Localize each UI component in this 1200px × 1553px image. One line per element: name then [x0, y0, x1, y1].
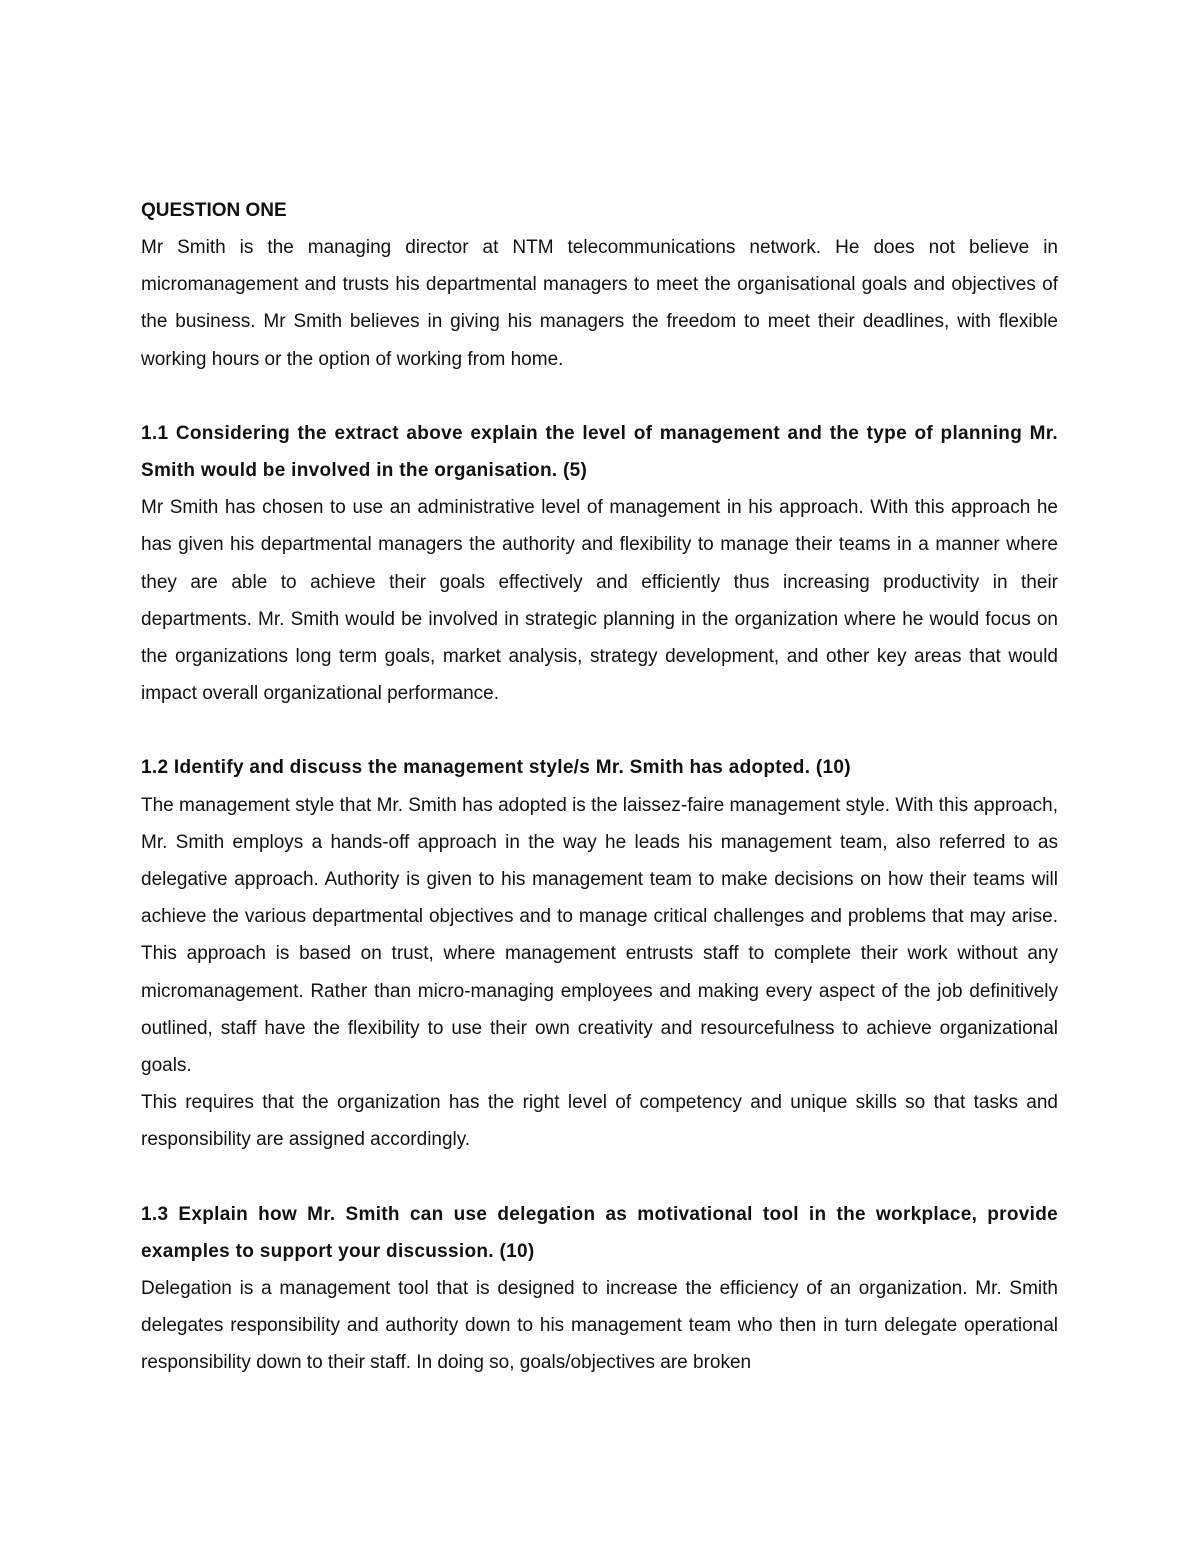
intro-paragraph: Mr Smith is the managing director at NTM telecommunications network. He does not believe in micromanagement and trusts his departmental managers to meet the organisational goals and objectives of the business. Mr Smith believes in giving his managers the freedom to meet their deadlines, with flexible working hours or the option of working from home.: [141, 237, 1058, 370]
section-1-3: [141, 1196, 1058, 1382]
document-title: QUESTION ONE: [141, 200, 287, 221]
question-1-2: 1.2 Identify and discuss the management style/s Mr. Smith has adopted. (10): [141, 757, 851, 779]
section-1-1: [141, 415, 1058, 713]
spacer: [141, 378, 1058, 415]
answer-1-2-paragraph-1: The management style that Mr. Smith has adopted is the laissez-faire management style. With this approach, Mr. Smith employs a hands-off approach in the way he leads his management team, also referred to as delegative approach. Authority is given to his management team to make decisions on how their teams will achieve the various departmental objectives and to manage critical challenges and problems that may arise. This approach is based on trust, where management entrusts staff to complete their work without any micromanagement. Rather than micro-managing employees and making every aspect of the job definitively outlined, staff have the flexibility to use their own creativity and resourcefulness to achieve organizational goals.: [141, 794, 1058, 1077]
spacer: [141, 1159, 1058, 1196]
question-1-1: 1.1 Considering the extract above explain the level of management and the type of planning Mr. Smith would be involved in the organisation. (5): [141, 422, 1058, 482]
section-1-2: [141, 749, 1058, 1158]
answer-1-2-paragraph-2: This requires that the organization has the right level of competency and unique skills so that tasks and responsibility are assigned accordingly.: [141, 1092, 1058, 1151]
spacer: [141, 712, 1058, 749]
answer-1-3-paragraph-1: Delegation is a management tool that is designed to increase the efficiency of an organization. Mr. Smith delegates responsibility and authority down to his management team who then in turn delegate operational responsibility down to their staff. In doing so, goals/objectives are broken: [141, 1278, 1058, 1374]
document-page: [141, 192, 1058, 1382]
answer-1-1-paragraph-1: Mr Smith has chosen to use an administrative level of management in his approach. With this approach he has given his departmental managers the authority and flexibility to manage their teams in a manner where they are able to achieve their goals effectively and efficiently thus increasing productivity in their departments. Mr. Smith would be involved in strategic planning in the organization where he would focus on the organizations long term goals, market analysis, strategy development, and other key areas that would impact overall organizational performance.: [141, 497, 1058, 705]
question-1-3: 1.3 Explain how Mr. Smith can use delegation as motivational tool in the workplace, provide examples to support your discussion. (10): [141, 1203, 1058, 1262]
